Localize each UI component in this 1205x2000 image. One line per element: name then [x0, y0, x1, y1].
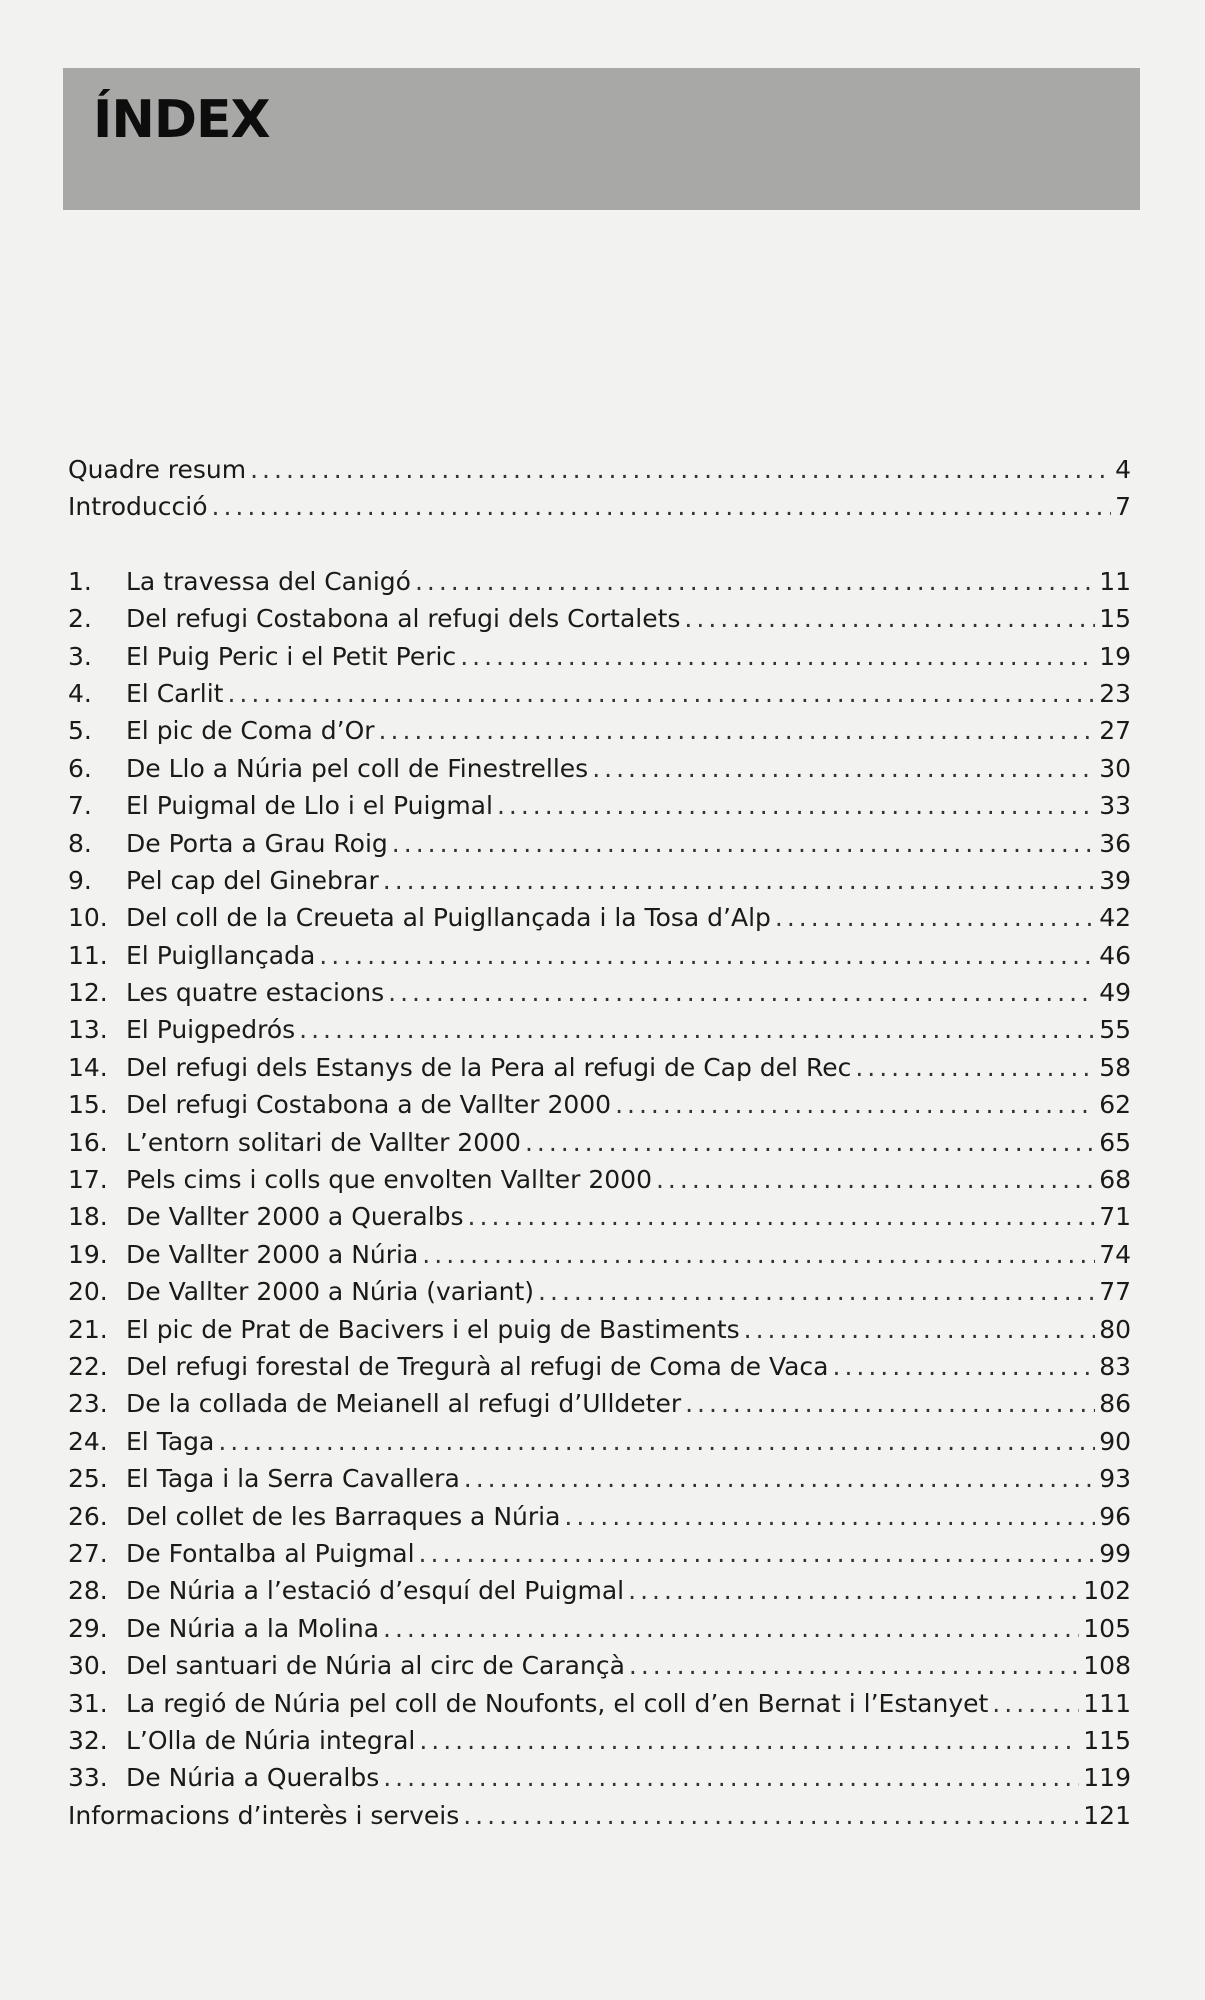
toc-entry[interactable]	[68, 787, 1131, 824]
dot-leader	[592, 750, 1095, 787]
toc-entry-number: 25.	[68, 1464, 108, 1494]
toc-back-item[interactable]	[68, 1797, 1131, 1834]
toc-entry-title: Pels cims i colls que envolten Vallter 2000	[126, 1165, 652, 1195]
toc-entry[interactable]	[68, 563, 1131, 600]
toc-entry-title: De Fontalba al Puigmal	[126, 1538, 415, 1568]
toc-entry-title: Introducció	[68, 492, 208, 522]
toc-entry-title: Del refugi dels Estanys de la Pera al refugi de Cap del Rec	[126, 1052, 852, 1082]
toc-entry[interactable]	[68, 825, 1131, 862]
toc-entry-number: 9.	[68, 865, 92, 895]
toc-entry-page: 36	[1099, 828, 1131, 858]
toc-entry-number: 10.	[68, 903, 108, 933]
toc-entry-number: 27.	[68, 1538, 108, 1568]
toc-entry-page: 102	[1083, 1576, 1131, 1606]
dot-leader	[422, 1236, 1095, 1273]
toc-entry[interactable]	[68, 1311, 1131, 1348]
toc-entry[interactable]	[68, 862, 1131, 899]
toc-entry[interactable]	[68, 1759, 1131, 1796]
dot-leader	[684, 600, 1095, 637]
toc-entry-number: 11.	[68, 940, 108, 970]
toc-entry[interactable]	[68, 712, 1131, 749]
dot-leader	[383, 1759, 1079, 1796]
toc-entry[interactable]	[68, 1049, 1131, 1086]
page-title: ÍNDEX	[93, 90, 270, 150]
toc-entry-title: El Puigmal de Llo i el Puigmal	[126, 791, 493, 821]
toc-entry-page: 4	[1115, 455, 1131, 484]
dot-leader	[415, 563, 1095, 600]
toc-entry-page: 115	[1083, 1725, 1131, 1755]
toc-entry[interactable]	[68, 1124, 1131, 1161]
dot-leader	[656, 1161, 1095, 1198]
dot-leader	[460, 638, 1095, 675]
dot-leader	[419, 1722, 1079, 1759]
toc-entry-title: L’Olla de Núria integral	[126, 1725, 416, 1755]
dot-leader	[379, 712, 1096, 749]
dot-leader	[419, 1535, 1096, 1572]
dot-leader	[227, 675, 1095, 712]
toc-entry-page: 46	[1099, 940, 1131, 970]
dot-leader	[388, 974, 1095, 1011]
toc-entry[interactable]	[68, 1086, 1131, 1123]
dot-leader	[855, 1049, 1095, 1086]
dot-leader	[463, 1797, 1079, 1834]
dot-leader	[525, 1124, 1095, 1161]
dot-leader	[775, 899, 1095, 936]
toc-entry[interactable]	[68, 899, 1131, 936]
toc-front-item[interactable]	[68, 488, 1131, 525]
toc-entry-number: 33.	[68, 1763, 108, 1793]
toc-entry-number: 19.	[68, 1239, 108, 1269]
toc-entry-page: 99	[1099, 1538, 1131, 1568]
table-of-contents	[68, 451, 1131, 1834]
toc-entry[interactable]	[68, 1198, 1131, 1235]
toc-entry[interactable]	[68, 1535, 1131, 1572]
dot-leader	[250, 451, 1111, 488]
toc-entry-number: 1.	[68, 566, 92, 596]
toc-entry[interactable]	[68, 1423, 1131, 1460]
toc-entry[interactable]	[68, 1236, 1131, 1273]
dot-leader	[538, 1273, 1095, 1310]
toc-entry-page: 19	[1099, 641, 1131, 671]
toc-entry-page: 71	[1099, 1202, 1131, 1232]
dot-leader	[833, 1348, 1096, 1385]
dot-leader	[319, 937, 1095, 974]
toc-entry-number: 3.	[68, 641, 92, 671]
dot-leader	[685, 1385, 1095, 1422]
toc-entry-page: 33	[1099, 791, 1131, 821]
toc-entry-number: 7.	[68, 791, 92, 821]
toc-entry[interactable]	[68, 1161, 1131, 1198]
toc-entry-title: El Carlit	[126, 678, 224, 708]
dot-leader	[218, 1423, 1095, 1460]
index-header-band	[63, 68, 1140, 210]
toc-entry-number: 2.	[68, 604, 92, 634]
toc-entry-page: 68	[1099, 1165, 1131, 1195]
dot-leader	[468, 1198, 1096, 1235]
toc-entry-page: 77	[1099, 1277, 1131, 1307]
toc-entry-number: 6.	[68, 753, 92, 783]
toc-entry-page: 108	[1083, 1651, 1131, 1681]
toc-entry-page: 30	[1099, 753, 1131, 783]
toc-entry-number: 28.	[68, 1576, 108, 1606]
toc-entry-title: De Porta a Grau Roig	[126, 828, 388, 858]
toc-entry-page: 74	[1099, 1239, 1131, 1269]
toc-entry-title: De Vallter 2000 a Queralbs	[126, 1202, 464, 1232]
toc-entry-number: 18.	[68, 1202, 108, 1232]
toc-entry[interactable]	[68, 1610, 1131, 1647]
dot-leader	[615, 1086, 1095, 1123]
dot-leader	[992, 1685, 1079, 1722]
toc-entry[interactable]	[68, 750, 1131, 787]
toc-entry-title: De Núria a la Molina	[126, 1613, 380, 1643]
toc-entry-number: 5.	[68, 716, 92, 746]
toc-entry-number: 15.	[68, 1090, 108, 1120]
toc-entry-page: 39	[1099, 865, 1131, 895]
dot-leader	[497, 787, 1095, 824]
toc-entry-page: 83	[1099, 1351, 1131, 1381]
toc-entry-page: 11	[1099, 566, 1131, 596]
toc-entry-page: 65	[1099, 1127, 1131, 1157]
toc-entry-page: 27	[1099, 716, 1131, 746]
toc-spacer	[68, 526, 1131, 563]
toc-entry-title: De la collada de Meianell al refugi d’Ulldeter	[126, 1389, 682, 1419]
toc-entry[interactable]	[68, 1460, 1131, 1497]
dot-leader	[299, 1011, 1095, 1048]
dot-leader	[464, 1460, 1095, 1497]
toc-entry-title: Quadre resum	[68, 455, 247, 484]
toc-entry[interactable]	[68, 1722, 1131, 1759]
toc-entry-page: 121	[1083, 1800, 1131, 1830]
toc-entry-page: 86	[1099, 1389, 1131, 1419]
toc-entry-page: 23	[1099, 678, 1131, 708]
toc-entry-number: 21.	[68, 1314, 108, 1344]
toc-entry-page: 111	[1083, 1688, 1131, 1718]
toc-entry-number: 20.	[68, 1277, 108, 1307]
toc-entry-title: De Núria a Queralbs	[126, 1763, 380, 1793]
toc-entry-title: Del collet de les Barraques a Núria	[126, 1501, 561, 1531]
toc-entry-page: 55	[1099, 1015, 1131, 1045]
toc-entry[interactable]	[68, 1385, 1131, 1422]
toc-entry-number: 30.	[68, 1651, 108, 1681]
toc-entry[interactable]	[68, 1647, 1131, 1684]
toc-entry-title: De Núria a l’estació d’esquí del Puigmal	[126, 1576, 625, 1606]
toc-entry-title: Del coll de la Creueta al Puigllançada i la Tosa d’Alp	[126, 903, 771, 933]
dot-leader	[629, 1647, 1079, 1684]
toc-entry-title: Les quatre estacions	[126, 978, 385, 1008]
toc-entry[interactable]	[68, 1498, 1131, 1535]
toc-entry[interactable]	[68, 638, 1131, 675]
toc-entry-number: 24.	[68, 1426, 108, 1456]
dot-leader	[383, 1610, 1079, 1647]
toc-entry-title: El Taga	[126, 1426, 215, 1456]
toc-entry-page: 7	[1115, 492, 1131, 522]
toc-entry-page: 90	[1099, 1426, 1131, 1456]
toc-entry-title: El Puigllançada	[126, 940, 316, 970]
toc-entry[interactable]	[68, 1011, 1131, 1048]
toc-entry[interactable]	[68, 1572, 1131, 1609]
toc-entry-title: De Llo a Núria pel coll de Finestrelles	[126, 753, 589, 783]
toc-entry[interactable]	[68, 1348, 1131, 1385]
toc-entry-page: 49	[1099, 978, 1131, 1008]
toc-entry-page: 42	[1099, 903, 1131, 933]
toc-entry-title: De Vallter 2000 a Núria	[126, 1239, 419, 1269]
toc-front-item[interactable]	[68, 451, 1131, 488]
toc-entry-page: 62	[1099, 1090, 1131, 1120]
toc-entry-title: Informacions d’interès i serveis	[68, 1800, 460, 1830]
toc-entry-number: 26.	[68, 1501, 108, 1531]
toc-entry-number: 4.	[68, 678, 92, 708]
toc-entry[interactable]	[68, 1685, 1131, 1722]
toc-entry-title: Del refugi forestal de Tregurà al refugi de Coma de Vaca	[126, 1351, 829, 1381]
toc-entry-number: 17.	[68, 1165, 108, 1195]
toc-entry-page: 58	[1099, 1052, 1131, 1082]
toc-entry[interactable]	[68, 600, 1131, 637]
dot-leader	[212, 488, 1112, 525]
toc-entry-number: 12.	[68, 978, 108, 1008]
toc-entry[interactable]	[68, 675, 1131, 712]
toc-entry-number: 14.	[68, 1052, 108, 1082]
dot-leader	[383, 862, 1095, 899]
dot-leader	[564, 1498, 1095, 1535]
dot-leader	[628, 1572, 1079, 1609]
toc-entry-number: 32.	[68, 1725, 108, 1755]
toc-entry-page: 93	[1099, 1464, 1131, 1494]
toc-entry-title: El Taga i la Serra Cavallera	[126, 1464, 460, 1494]
toc-entry-title: De Vallter 2000 a Núria (variant)	[126, 1277, 535, 1307]
toc-entry-title: Del santuari de Núria al circ de Carançà	[126, 1651, 625, 1681]
toc-entry[interactable]	[68, 937, 1131, 974]
toc-entry-page: 15	[1099, 604, 1131, 634]
dot-leader	[392, 825, 1095, 862]
toc-entry-title: El pic de Coma d’Or	[126, 716, 375, 746]
toc-entry-title: La regió de Núria pel coll de Noufonts, el coll d’en Bernat i l’Estanyet	[126, 1688, 989, 1718]
toc-entry-title: El Puig Peric i el Petit Peric	[126, 641, 457, 671]
toc-entry-title: El Puigpedrós	[126, 1015, 296, 1045]
toc-entry-number: 8.	[68, 828, 92, 858]
toc-entry-number: 16.	[68, 1127, 108, 1157]
toc-entry-number: 29.	[68, 1613, 108, 1643]
toc-entry-number: 31.	[68, 1688, 108, 1718]
toc-entry-title: Del refugi Costabona a de Vallter 2000	[126, 1090, 612, 1120]
toc-entry[interactable]	[68, 1273, 1131, 1310]
toc-entry-page: 96	[1099, 1501, 1131, 1531]
dot-leader	[744, 1311, 1096, 1348]
toc-entry-title: L’entorn solitari de Vallter 2000	[126, 1127, 521, 1157]
toc-entry-page: 119	[1083, 1763, 1131, 1793]
toc-entry[interactable]	[68, 974, 1131, 1011]
toc-entry-page: 80	[1099, 1314, 1131, 1344]
toc-entry-title: La travessa del Canigó	[126, 566, 411, 596]
toc-entry-title: Pel cap del Ginebrar	[126, 865, 379, 895]
toc-entry-number: 23.	[68, 1389, 108, 1419]
toc-entry-number: 13.	[68, 1015, 108, 1045]
toc-entry-page: 105	[1083, 1613, 1131, 1643]
toc-entry-number: 22.	[68, 1351, 108, 1381]
toc-entry-title: El pic de Prat de Bacivers i el puig de Bastiments	[126, 1314, 740, 1344]
toc-entry-title: Del refugi Costabona al refugi dels Cortalets	[126, 604, 681, 634]
